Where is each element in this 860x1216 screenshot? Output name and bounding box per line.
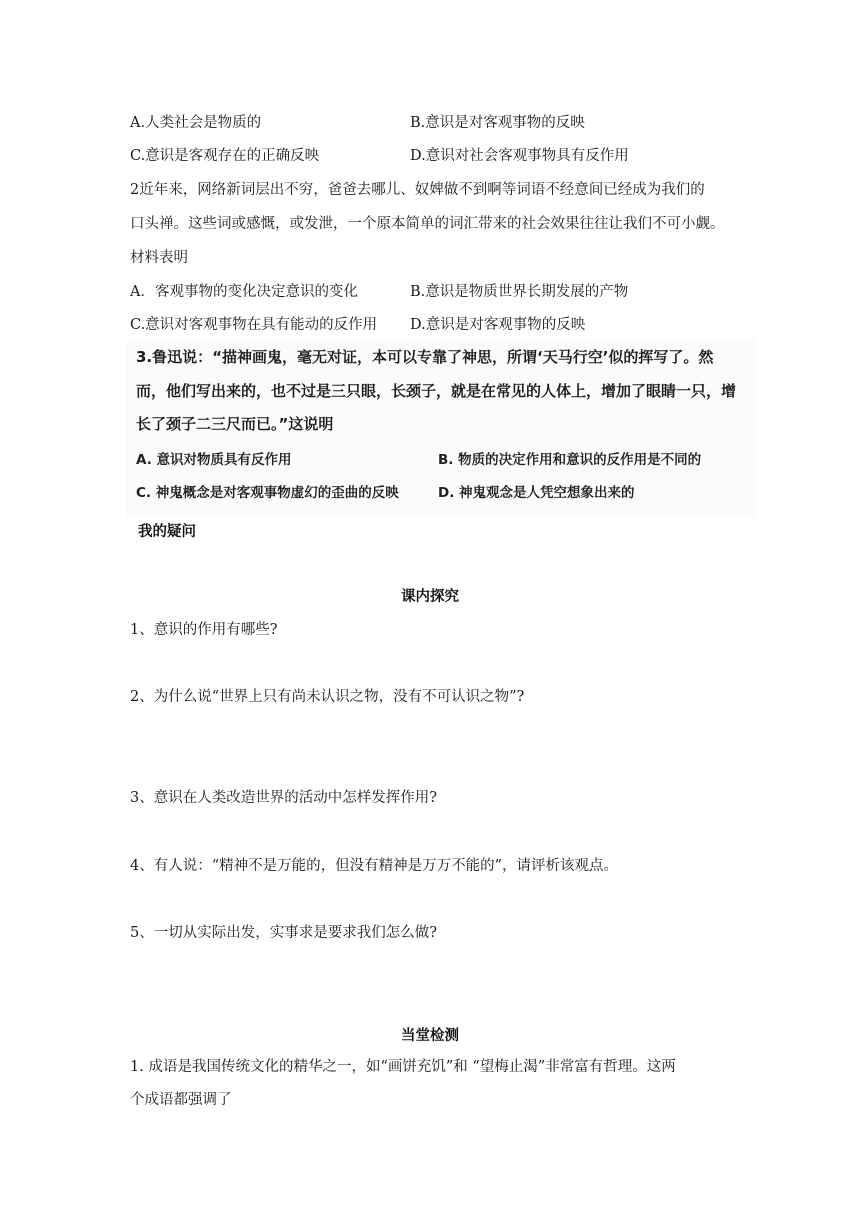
q3-option-d: D. 神鬼观念是人凭空想象出来的: [438, 485, 635, 501]
q3-option-c: C. 神鬼概念是对客观事物虚幻的歪曲的反映: [136, 485, 399, 501]
q3-stem-line3: 长了颈子二三尺而已。”这说明: [136, 415, 334, 433]
q3-scanned-region: [126, 340, 756, 518]
q1-option-a: A.人类社会是物质的: [130, 115, 262, 131]
q2-option-d: D.意识是对客观事物的反映: [410, 317, 586, 333]
my-questions-label: 我的疑问: [138, 524, 196, 540]
q3-option-b: B. 物质的决定作用和意识的反作用是不同的: [438, 452, 702, 468]
test-question-1-line1: 1. 成语是我国传统文化的精华之一，如“画饼充饥”和 “望梅止渴”非常富有哲理。这两: [130, 1059, 676, 1075]
q2-option-a: A．客观事物的变化决定意识的变化: [130, 284, 358, 300]
q2-option-b: B.意识是物质世界长期发展的产物: [410, 284, 629, 300]
q2-option-c: C.意识对客观事物在具有能动的反作用: [130, 317, 378, 333]
test-question-1-line2: 个成语都强调了: [130, 1092, 232, 1108]
q2-stem-line1: 2近年来，网络新词层出不穷，爸爸去哪儿、奴婢做不到啊等词语不经意间已经成为我们的: [130, 182, 705, 198]
q1-option-d: D.意识对社会客观事物具有反作用: [410, 148, 629, 164]
test-heading: 当堂检测: [401, 1028, 459, 1044]
inclass-question-2: 2、为什么说“世界上只有尚未认识之物，没有不可认识之物”?: [130, 689, 525, 705]
q2-stem-line2: 口头禅。这些词或感慨，或发泄，一个原本简单的词汇带来的社会效果往往让我们不可小觑。: [130, 216, 725, 232]
inclass-heading: 课内探究: [401, 589, 459, 605]
q1-option-c: C.意识是客观存在的正确反映: [130, 148, 320, 164]
inclass-question-4: 4、有人说：“精神不是万能的，但没有精神是万万不能的”，请评析该观点。: [130, 858, 619, 874]
q2-stem-line3: 材料表明: [130, 250, 188, 266]
inclass-question-3: 3、意识在人类改造世界的活动中怎样发挥作用?: [130, 790, 437, 806]
q3-stem-line2: 而，他们写出来的，也不过是三只眼，长颈子，就是在常见的人体上，增加了眼睛一只，增: [136, 382, 737, 400]
inclass-question-1: 1、意识的作用有哪些?: [130, 622, 278, 638]
inclass-question-5: 5、一切从实际出发，实事求是要求我们怎么做?: [130, 925, 437, 941]
q3-stem-line1: 3.鲁迅说：“描神画鬼，毫无对证，本可以专靠了神思，所谓‘天马行空’似的挥写了。然: [136, 348, 714, 366]
q3-option-a: A. 意识对物质具有反作用: [136, 452, 292, 468]
q1-option-b: B.意识是对客观事物的反映: [410, 115, 585, 131]
